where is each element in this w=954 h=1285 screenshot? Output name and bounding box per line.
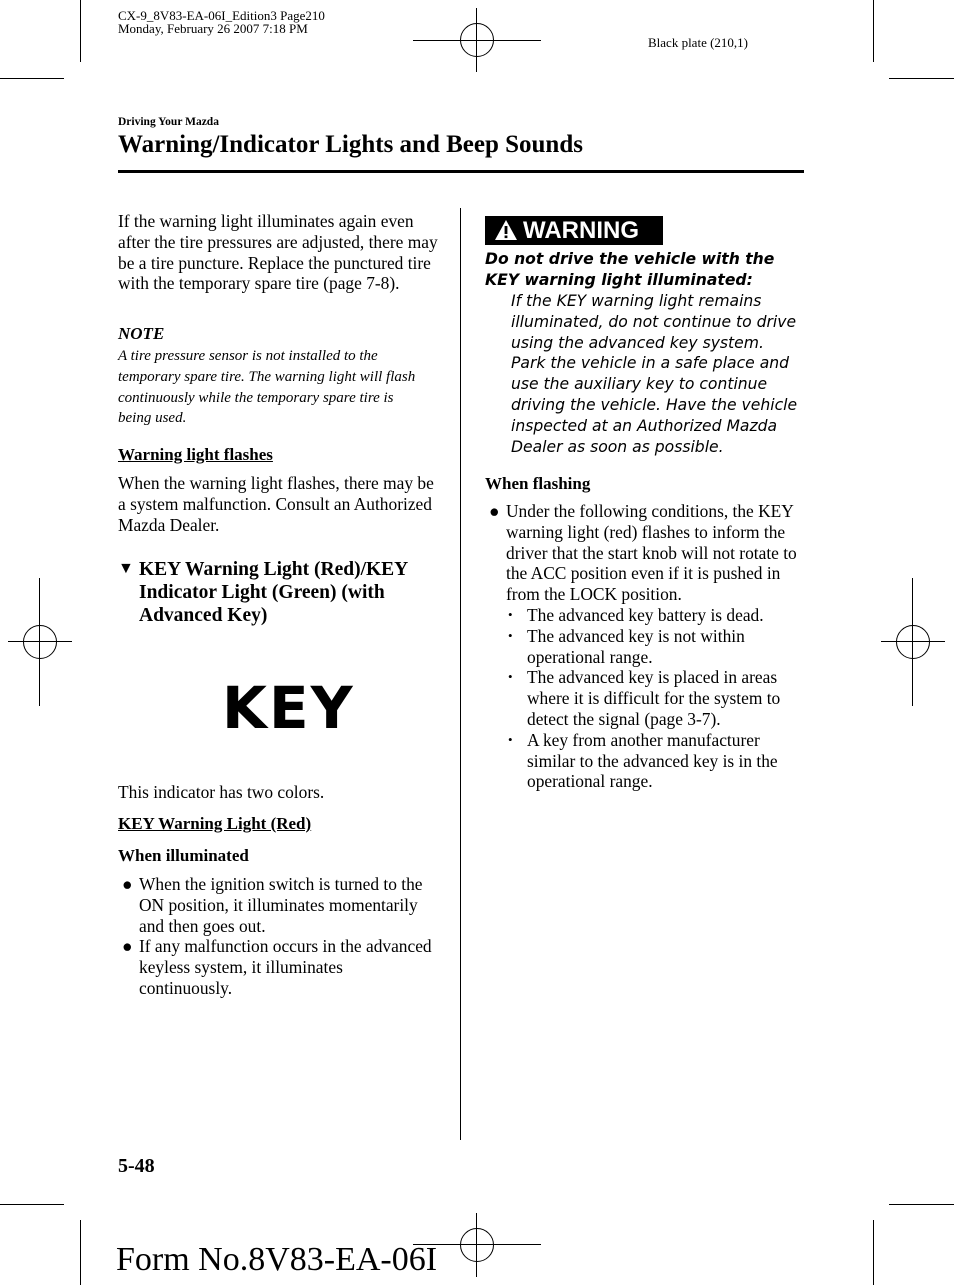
- list-item: • The advanced key battery is dead.: [508, 604, 764, 625]
- list-item: ● Under the following conditions, the KEY warning light (red) flashes to inform the driver that the start knob will not rotate to the ACC position even if it is pushed in from the LOCK position. • The advanced key battery is dead. • The advanced key is not within operational range. • The advanced key is placed in areas where it is difficult for the system to detect the signal (page 3-7). • A key from another manufacturer similar to the advanced key is in the operational range.: [485, 501, 801, 792]
- bullet-icon: ●: [489, 501, 500, 521]
- bullet-icon: •: [508, 669, 513, 685]
- crop-mark: [873, 1220, 874, 1285]
- sub-list: [506, 605, 801, 792]
- crop-mark: [0, 78, 64, 79]
- red-light-heading: KEY Warning Light (Red): [118, 814, 312, 833]
- plate-label: Black plate (210,1): [648, 35, 748, 50]
- page-title: Warning/Indicator Lights and Beep Sounds: [118, 131, 583, 158]
- list-item: • The advanced key is placed in areas where it is difficult for the system to detect the signal (page 3-7).: [508, 667, 781, 729]
- bullet-icon: •: [508, 627, 513, 643]
- two-colors-text: This indicator has two colors.: [118, 782, 325, 802]
- warning-triangle-icon: [494, 219, 518, 241]
- list-item: • The advanced key is not within operational range.: [508, 625, 745, 667]
- column-divider: [460, 208, 461, 1140]
- key-indicator-icon: KEY: [222, 674, 355, 742]
- bullet-icon: ●: [122, 874, 133, 894]
- list-item: • A key from another manufacturer similar to the advanced key is in the operational range.: [508, 729, 778, 792]
- crop-mark: [0, 1204, 64, 1205]
- title-rule: [118, 170, 804, 173]
- print-info-line2: Monday, February 26 2007 7:18 PM: [118, 21, 308, 36]
- intro-paragraph: If the warning light illuminates again even after the tire pressures are adjusted, there may be a tire puncture. Replace the punctured tire with the temporary spare tire (page 7-8).: [118, 211, 438, 294]
- key-light-heading: [118, 558, 440, 627]
- illuminated-list: [118, 874, 434, 999]
- flashing-heading: When flashing: [485, 474, 591, 493]
- note-heading: NOTE: [118, 324, 165, 343]
- warning-label: WARNING: [523, 217, 639, 244]
- warning-body: If the KEY warning light remains illuminated, do not continue to drive using the advanced key system. Park the vehicle in a safe place and use the auxiliary key to continue driving the vehicle. Have the vehicle inspected at an Authorized Mazda Dealer as soon as possible.: [511, 292, 798, 456]
- bullet-icon: •: [508, 731, 513, 747]
- print-info-line1: CX-9_8V83-EA-06I_Edition3 Page210: [118, 8, 325, 23]
- registration-mark-top: [413, 8, 541, 72]
- list-item: ● When the ignition switch is turned to the ON position, it illuminates momentarily and then goes out.: [122, 874, 423, 936]
- crop-mark: [889, 78, 954, 79]
- flashes-text: When the warning light flashes, there may be a system malfunction. Consult an Authorized Mazda Dealer.: [118, 473, 434, 535]
- flashes-heading: Warning light flashes: [118, 445, 273, 464]
- flashing-list: [485, 501, 801, 792]
- warning-badge: [485, 216, 663, 245]
- print-info: [118, 9, 325, 35]
- bullet-icon: ●: [122, 936, 133, 957]
- crop-mark: [80, 1220, 81, 1285]
- key-light-heading-text: KEY Warning Light (Red)/KEY Indicator Light (Green) (with Advanced Key): [139, 559, 408, 626]
- note-text: A tire pressure sensor is not installed to the temporary spare tire. The warning light will flash continuously while the temporary spare tire is being used.: [118, 348, 416, 427]
- crop-mark: [889, 1204, 954, 1205]
- bullet-icon: •: [508, 606, 513, 622]
- list-item: ● If any malfunction occurs in the advanced keyless system, it illuminates continuously.: [122, 936, 432, 998]
- illuminated-heading: When illuminated: [118, 846, 249, 865]
- section-label: Driving Your Mazda: [118, 116, 219, 128]
- triangle-down-icon: ▼: [118, 560, 134, 577]
- crop-mark: [80, 0, 81, 62]
- registration-mark-left: [8, 578, 72, 706]
- page-number: 5-48: [118, 1155, 155, 1177]
- registration-mark-right: [881, 578, 945, 706]
- form-number: Form No.8V83-EA-06I: [116, 1241, 438, 1278]
- crop-mark: [873, 0, 874, 62]
- warning-lead: Do not drive the vehicle with the KEY warning light illuminated:: [485, 250, 775, 289]
